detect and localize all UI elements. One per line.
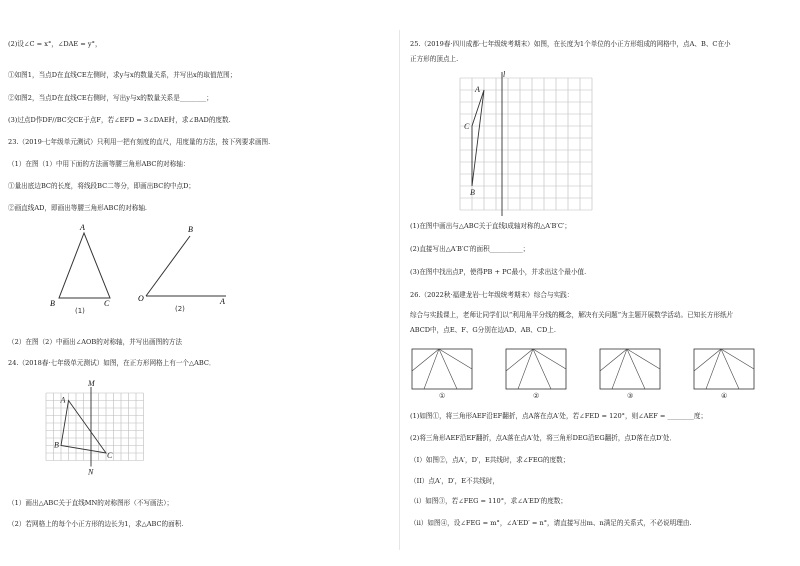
q23-step2-text: ②画直线AD，即画出等腰三角形ABC的对称轴. — [8, 204, 148, 212]
fold-line-eg — [439, 349, 472, 369]
q22-part3-text: (3)过点D作DF//BC交CE于点F，若∠EFD = 3∠DAE时，求∠BAD的度数. — [8, 116, 231, 124]
q24-title: 24.（2018春·七年级单元测试）如图，在正方形网格上有一个△ABC． — [8, 359, 216, 367]
q26-part1-text: (1)如图①，将三角形AEF沿EF翻折，点A落在点A′处，若∠FED = 120°，则∠AEF = ________度； — [410, 412, 708, 420]
q26-part2-ii-ii-text: （ii）如图④，设∠FEG = m°，∠A′ED′ = n°，请直接写出m、n满足的关系式，不必说明理由. — [410, 519, 692, 527]
fold-line-eg — [533, 349, 566, 369]
figure-caption: ③ — [627, 392, 634, 400]
q25-part1-text: (1)在图中画出与△ABC关于直线l成轴对称的△A′B′C′； — [410, 222, 572, 230]
q26-intro-text: 综合与实践课上，老师让同学们以“利用角平分线的概念，解决有关问题”为主题开展数学活动。已知长方形纸片 — [410, 311, 734, 319]
q22-part2-2-text: ②如图2，当点D在直线CE右侧时，写出y与x的数量关系是________； — [8, 94, 213, 102]
angle-label-b: B — [188, 225, 193, 234]
q23-step1-text: ①量出底边BC的长度，将线段BC二等分，即画出BC的中点D； — [8, 182, 195, 190]
q22-part2-text: (2)设∠C = x°，∠DAE = y°， — [8, 40, 102, 48]
q26-part2-ii-i-text: （i）如图③，若∠FEG = 110°，求∠A′ED′的度数； — [410, 497, 567, 505]
angle-label-o: O — [138, 294, 144, 303]
q23-title: 23.（2019·七年级单元测试）只利用一把有刻度的直尺，用度量的方法，按下列要求画图. — [8, 138, 271, 146]
q26-part2-i-text: （I）如图②，点A′，D′，E共线时，求∠FEG的度数； — [410, 456, 570, 464]
q24-part1-text: （1）画出△ABC关于直线MN的对称图形（不写画法）； — [8, 499, 174, 507]
figure-caption: ④ — [721, 392, 728, 400]
fold-line-eg — [627, 349, 660, 369]
q22-part2-1-text: ①如图1，当点D在直线CE左侧时，求y与x的数量关系，并写出x的取值范围； — [8, 71, 237, 79]
fold-segment — [721, 349, 739, 389]
isosceles-triangle-figure — [50, 223, 110, 308]
q26-part2-ii-text: （II）点A′，D′，E不共线时， — [410, 477, 500, 485]
q23-figures — [0, 220, 400, 340]
label-a: A — [60, 395, 66, 405]
fold-segment — [439, 349, 457, 389]
q26-part2-text: (2)将三角形AEF沿EF翻折，点A落在点A′处，将三角形DEG沿EG翻折，点D落在点D′处． — [410, 434, 677, 442]
label-l: l — [503, 70, 506, 79]
q23-part1-text: （1）在图（1）中用下面的方法画等腰三角形ABC的对称轴： — [8, 160, 190, 168]
q24-part2-text: （2）若网格上的每个小正方形的边长为1，求△ABC的面积. — [8, 520, 184, 528]
figure-caption: ② — [533, 392, 540, 400]
fold-line-eg — [721, 349, 754, 369]
q23-part2-text: （2）在图（2）中画出∠AOB的对称轴，并写出画图的方法 — [8, 338, 182, 346]
fig23-caption-2: (2) — [175, 305, 185, 313]
label-a: A — [475, 85, 480, 94]
q25-part2-text: (2)直接写出△A′B′C′的面积__________； — [410, 245, 530, 253]
label-b: B — [54, 440, 59, 450]
label-c: C — [107, 451, 113, 460]
q25-part3-text: (3)在图中找出点P，使得PB + PC最小，并求出这个最小值. — [410, 268, 587, 276]
fig23-caption-1: (1) — [75, 307, 85, 315]
angle-label-a: A — [220, 297, 225, 306]
q26-title: 26.（2022秋·福建龙岩·七年级统考期末）综合与实践： — [410, 291, 574, 299]
label-c: C — [464, 122, 470, 131]
right-column — [400, 0, 800, 566]
angle-aob-figure — [138, 225, 226, 306]
q26-intro-text-cont: ABCD中，点E、F、G分别在边AD、AB、CD上. — [410, 326, 556, 334]
q25-title-cont: 正方形的顶点上. — [410, 55, 459, 63]
label-n: N — [88, 467, 94, 477]
tri-label-a: A — [80, 223, 85, 232]
q25-title: 25.（2019春·四川成都·七年级统考期末）如图，在长度为1个单位的小正方形组成的网格中，点A、B、C在小 — [410, 40, 731, 48]
label-m: M — [88, 379, 95, 388]
q26-figures — [408, 345, 788, 400]
q25-grid-figure — [460, 68, 600, 218]
tri-label-c: C — [104, 299, 110, 308]
fold-segment — [533, 349, 551, 389]
figure-caption: ① — [439, 392, 446, 400]
label-b: B — [470, 188, 475, 197]
tri-label-b: B — [50, 299, 55, 308]
q24-grid-figure — [40, 379, 160, 483]
fold-segment — [627, 349, 645, 389]
